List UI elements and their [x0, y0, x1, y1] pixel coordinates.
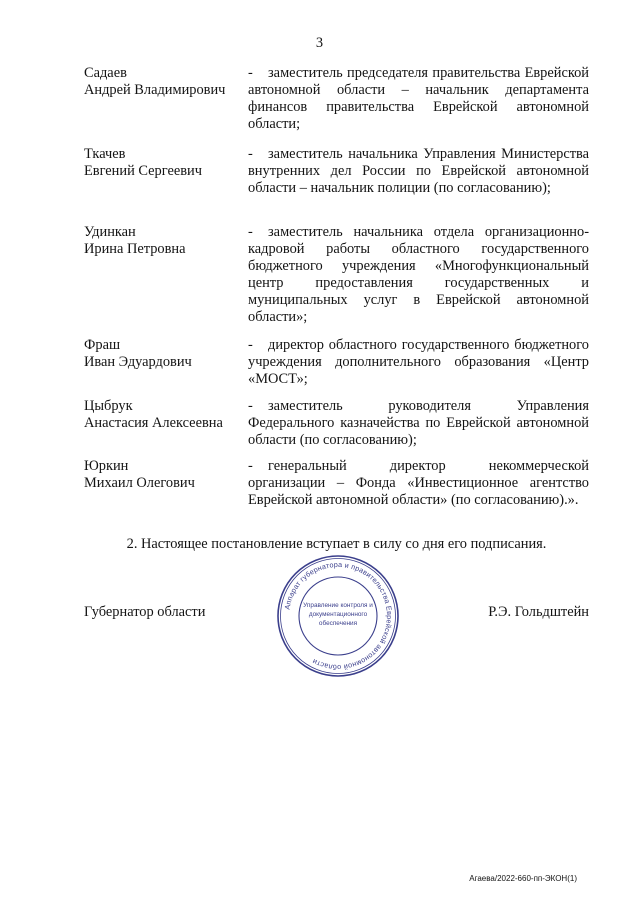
dash: -	[248, 458, 253, 474]
page-number: 3	[315, 35, 324, 51]
position-description	[248, 65, 589, 133]
person-name	[84, 337, 254, 371]
stamp-inner-line: Управление контроля и	[303, 602, 373, 609]
surname: Ткачев	[84, 146, 126, 162]
position-description	[248, 224, 589, 326]
dash: -	[248, 337, 253, 353]
person-name	[84, 146, 254, 180]
person-name	[84, 224, 254, 258]
description-text: заместитель руководителя Управления Федерального казначейства по Еврейской автономной области (по согласованию);	[248, 398, 589, 448]
given-names: Андрей Владимирович	[84, 82, 226, 98]
given-names: Иван Эдуардович	[84, 354, 192, 370]
dash: -	[248, 224, 253, 240]
dash: -	[248, 65, 253, 81]
surname: Удинкан	[84, 224, 136, 240]
given-names: Михаил Олегович	[84, 475, 195, 491]
given-names: Ирина Петровна	[84, 241, 186, 257]
position-description	[248, 146, 589, 197]
dash: -	[248, 146, 253, 162]
description-text: заместитель начальника Управления Министерства внутренних дел России по Еврейской автономной области – начальник полиции (по согласованию);	[248, 146, 589, 196]
signatory-name: Р.Э. Гольдштейн	[488, 604, 589, 620]
stamp-ink	[278, 556, 398, 676]
given-names: Евгений Сергеевич	[84, 163, 202, 179]
description-text: заместитель начальника отдела организационно-кадровой работы областного государственного бюджетного учреждения «Многофункциональный центр предоставления государственных и муниципальных услуг в Еврейской автономной области»;	[248, 224, 589, 325]
person-name	[84, 65, 254, 99]
document-reference-code: Агаева/2022-660-пп-ЭКОН(1)	[469, 874, 577, 883]
official-stamp	[276, 554, 400, 678]
position-description	[248, 337, 589, 388]
description-text: генеральный директор некоммерческой организации – Фонда «Инвестиционное агентство Еврейской автономной области» (по согласованию).».	[248, 458, 589, 508]
signature-position: Губернатор области	[84, 604, 206, 620]
closing-clause: 2. Настоящее постановление вступает в силу со дня его подписания.	[126, 536, 547, 552]
description-text: директор областного государственного бюджетного учреждения дополнительного образования «Центр «МОСТ»;	[248, 337, 589, 387]
position-description	[248, 398, 589, 449]
stamp-ring-text: Аппарат губернатора и правительства Еврейской автономной области	[282, 559, 395, 673]
person-name	[84, 458, 254, 492]
surname: Цыбрук	[84, 398, 133, 414]
dash: -	[248, 398, 253, 414]
surname: Фраш	[84, 337, 121, 353]
surname: Юркин	[84, 458, 129, 474]
stamp-inner-line: обеспечения	[318, 620, 358, 627]
position-description	[248, 458, 589, 509]
surname: Садаев	[84, 65, 127, 81]
description-text: заместитель председателя правительства Еврейской автономной области – начальник департамента финансов правительства Еврейской автономной области;	[248, 65, 589, 132]
stamp-inner-line: документационного	[308, 611, 368, 618]
person-name	[84, 398, 254, 432]
given-names: Анастасия Алексеевна	[84, 415, 223, 431]
